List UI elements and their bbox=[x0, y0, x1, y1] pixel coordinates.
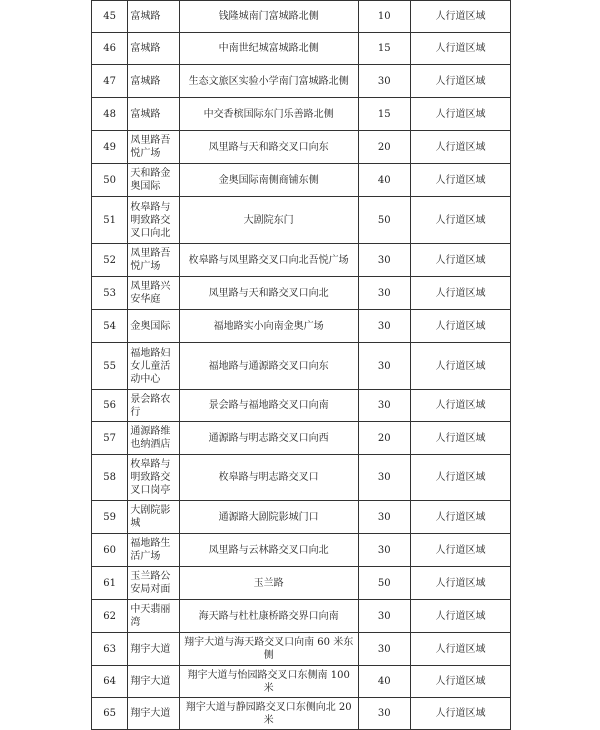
space-count-text: 30 bbox=[377, 708, 391, 719]
location-name-text: 凤里路吾悦广场 bbox=[130, 248, 171, 272]
row-number bbox=[92, 534, 128, 567]
row-number-text: 54 bbox=[103, 320, 117, 332]
parking-table bbox=[91, 0, 511, 730]
space-count-text: 50 bbox=[377, 214, 391, 226]
location-name-text: 枚皋路与明致路交叉口岗亭 bbox=[130, 459, 171, 496]
row-number-text: 55 bbox=[103, 360, 117, 372]
area-type-text: 人行道区域 bbox=[435, 214, 486, 226]
location-name-text: 大剧院影城 bbox=[130, 505, 171, 529]
space-count bbox=[358, 343, 411, 390]
row-number bbox=[92, 164, 128, 197]
position-description bbox=[179, 98, 358, 131]
location-name-text: 翔宇大道 bbox=[130, 708, 171, 719]
location-name-text: 玉兰路公安局对面 bbox=[130, 571, 171, 595]
area-type-text: 人行道区域 bbox=[435, 676, 486, 687]
location-name-text: 中天翡丽湾 bbox=[130, 604, 171, 628]
area-type bbox=[411, 98, 511, 131]
table-row bbox=[92, 666, 511, 698]
location-name bbox=[128, 633, 179, 666]
area-type bbox=[411, 422, 511, 455]
row-number-text: 63 bbox=[103, 643, 117, 655]
position-description-text: 海天路与杜杜康桥路交界口向南 bbox=[198, 610, 339, 622]
location-name bbox=[128, 600, 179, 633]
row-number bbox=[92, 422, 128, 455]
table-row bbox=[92, 310, 511, 343]
area-type-text: 人行道区域 bbox=[435, 11, 486, 22]
area-type bbox=[411, 698, 511, 730]
position-description bbox=[179, 666, 358, 698]
space-count-text: 20 bbox=[377, 141, 391, 153]
position-description bbox=[179, 277, 358, 310]
area-type-text: 人行道区域 bbox=[435, 320, 486, 332]
position-description-text: 钱隆城南门富城路北侧 bbox=[218, 11, 319, 22]
location-name-text: 景会路农行 bbox=[130, 393, 171, 418]
row-number-text: 45 bbox=[103, 11, 117, 22]
position-description-text: 通源路与明志路交叉口向西 bbox=[208, 432, 329, 444]
space-count bbox=[358, 244, 411, 277]
space-count-text: 30 bbox=[377, 254, 391, 266]
row-number-text: 50 bbox=[103, 174, 117, 186]
space-count-text: 40 bbox=[377, 676, 391, 687]
position-description-text: 通源路大剧院影城门口 bbox=[218, 511, 319, 523]
position-description bbox=[179, 197, 358, 244]
space-count-text: 30 bbox=[377, 610, 391, 622]
space-count bbox=[358, 698, 411, 730]
table-row bbox=[92, 277, 511, 310]
location-name bbox=[128, 698, 179, 730]
space-count bbox=[358, 310, 411, 343]
area-type-text: 人行道区域 bbox=[435, 544, 486, 556]
space-count bbox=[358, 197, 411, 244]
location-name-text: 翔宇大道 bbox=[130, 643, 171, 655]
space-count-text: 30 bbox=[377, 287, 391, 299]
position-description bbox=[179, 422, 358, 455]
area-type bbox=[411, 390, 511, 422]
table-row bbox=[92, 98, 511, 131]
area-type bbox=[411, 600, 511, 633]
area-type bbox=[411, 310, 511, 343]
area-type-text: 人行道区域 bbox=[435, 643, 486, 655]
row-number bbox=[92, 131, 128, 164]
position-description-text: 枚皋路与凤里路交叉口向北吾悦广场 bbox=[188, 254, 349, 266]
location-name bbox=[128, 455, 179, 501]
location-name bbox=[128, 277, 179, 310]
table-row bbox=[92, 244, 511, 277]
location-name-text: 福地路生活广场 bbox=[130, 538, 171, 562]
position-description-text: 生态文旅区实验小学南门富城路北侧 bbox=[188, 75, 349, 87]
position-description-text: 枚皋路与明志路交叉口 bbox=[218, 472, 319, 483]
row-number-text: 60 bbox=[103, 544, 117, 556]
area-type-text: 人行道区域 bbox=[435, 610, 486, 622]
space-count-text: 30 bbox=[377, 643, 391, 655]
position-description bbox=[179, 501, 358, 534]
location-name-text: 枚皋路与明致路交叉口向北 bbox=[130, 201, 171, 239]
area-type bbox=[411, 131, 511, 164]
space-count-text: 50 bbox=[377, 577, 391, 589]
area-type bbox=[411, 567, 511, 600]
space-count bbox=[358, 33, 411, 65]
row-number bbox=[92, 310, 128, 343]
area-type bbox=[411, 501, 511, 534]
position-description-text: 中南世纪城富城路北侧 bbox=[218, 43, 319, 54]
table-row bbox=[92, 390, 511, 422]
table-row bbox=[92, 567, 511, 600]
area-type-text: 人行道区域 bbox=[435, 254, 486, 266]
row-number bbox=[92, 197, 128, 244]
position-description bbox=[179, 1, 358, 33]
position-description bbox=[179, 455, 358, 501]
location-name bbox=[128, 666, 179, 698]
space-count-text: 30 bbox=[377, 320, 391, 332]
row-number bbox=[92, 1, 128, 33]
table-row bbox=[92, 164, 511, 197]
area-type-text: 人行道区域 bbox=[435, 174, 486, 186]
location-name bbox=[128, 567, 179, 600]
area-type-text: 人行道区域 bbox=[435, 108, 486, 120]
row-number bbox=[92, 390, 128, 422]
table-row bbox=[92, 343, 511, 390]
position-description bbox=[179, 534, 358, 567]
area-type bbox=[411, 1, 511, 33]
row-number-text: 57 bbox=[103, 432, 117, 444]
table-row bbox=[92, 131, 511, 164]
row-number-text: 59 bbox=[103, 511, 117, 523]
position-description-text: 翔宇大道与海天路交叉口向南 60 米东侧 bbox=[184, 637, 354, 661]
space-count-text: 10 bbox=[377, 11, 391, 22]
space-count-text: 15 bbox=[377, 108, 391, 120]
position-description bbox=[179, 567, 358, 600]
table-row bbox=[92, 33, 511, 65]
position-description bbox=[179, 698, 358, 730]
area-type bbox=[411, 666, 511, 698]
row-number bbox=[92, 277, 128, 310]
space-count-text: 30 bbox=[377, 360, 391, 372]
location-name bbox=[128, 310, 179, 343]
space-count bbox=[358, 164, 411, 197]
row-number-text: 56 bbox=[103, 400, 117, 411]
row-number bbox=[92, 455, 128, 501]
row-number-text: 51 bbox=[103, 214, 117, 226]
area-type bbox=[411, 33, 511, 65]
position-description-text: 翔宇大道与怡园路交叉口东侧南 100 米 bbox=[187, 669, 350, 694]
table-row bbox=[92, 455, 511, 501]
table-row bbox=[92, 422, 511, 455]
table-row bbox=[92, 534, 511, 567]
space-count bbox=[358, 534, 411, 567]
area-type bbox=[411, 277, 511, 310]
table-row bbox=[92, 1, 511, 33]
row-number-text: 47 bbox=[103, 75, 117, 87]
space-count bbox=[358, 600, 411, 633]
space-count bbox=[358, 98, 411, 131]
table-row bbox=[92, 197, 511, 244]
row-number-text: 48 bbox=[103, 108, 117, 120]
space-count bbox=[358, 65, 411, 98]
table-body bbox=[92, 1, 511, 730]
location-name bbox=[128, 131, 179, 164]
position-description bbox=[179, 390, 358, 422]
row-number bbox=[92, 633, 128, 666]
area-type bbox=[411, 65, 511, 98]
position-description bbox=[179, 65, 358, 98]
area-type bbox=[411, 455, 511, 501]
row-number bbox=[92, 33, 128, 65]
position-description bbox=[179, 131, 358, 164]
location-name bbox=[128, 197, 179, 244]
space-count-text: 30 bbox=[377, 511, 391, 523]
area-type-text: 人行道区域 bbox=[435, 141, 486, 153]
row-number bbox=[92, 666, 128, 698]
location-name bbox=[128, 1, 179, 33]
position-description-text: 凤里路与天和路交叉口向北 bbox=[208, 287, 329, 299]
area-type-text: 人行道区域 bbox=[435, 432, 486, 444]
row-number bbox=[92, 600, 128, 633]
position-description bbox=[179, 310, 358, 343]
row-number bbox=[92, 698, 128, 730]
space-count-text: 30 bbox=[377, 75, 391, 87]
row-number-text: 61 bbox=[103, 577, 117, 589]
position-description-text: 玉兰路 bbox=[253, 577, 284, 589]
space-count bbox=[358, 277, 411, 310]
position-description-text: 大剧院东门 bbox=[243, 214, 294, 226]
location-name-text: 富城路 bbox=[130, 11, 161, 22]
area-type bbox=[411, 244, 511, 277]
row-number-text: 58 bbox=[103, 472, 117, 483]
row-number-text: 65 bbox=[103, 708, 117, 719]
space-count-text: 40 bbox=[377, 174, 391, 186]
row-number-text: 53 bbox=[103, 287, 117, 299]
location-name-text: 金奥国际 bbox=[130, 320, 171, 332]
location-name bbox=[128, 390, 179, 422]
location-name-text: 凤里路吾悦广场 bbox=[130, 135, 171, 159]
position-description-text: 凤里路与天和路交叉口向东 bbox=[208, 141, 329, 153]
location-name bbox=[128, 343, 179, 390]
position-description bbox=[179, 600, 358, 633]
space-count bbox=[358, 666, 411, 698]
space-count-text: 15 bbox=[377, 43, 391, 54]
row-number-text: 52 bbox=[103, 254, 117, 266]
space-count-text: 30 bbox=[377, 400, 391, 411]
row-number bbox=[92, 501, 128, 534]
position-description bbox=[179, 244, 358, 277]
space-count-text: 30 bbox=[377, 472, 391, 483]
position-description-text: 凤里路与云林路交叉口向北 bbox=[208, 544, 329, 556]
row-number-text: 46 bbox=[103, 43, 117, 54]
row-number bbox=[92, 343, 128, 390]
area-type bbox=[411, 164, 511, 197]
position-description-text: 中交香槟国际东门乐善路北侧 bbox=[203, 108, 334, 120]
location-name-text: 通源路维也纳酒店 bbox=[130, 426, 171, 450]
position-description bbox=[179, 343, 358, 390]
space-count bbox=[358, 422, 411, 455]
area-type-text: 人行道区域 bbox=[435, 287, 486, 299]
position-description bbox=[179, 633, 358, 666]
table-row bbox=[92, 65, 511, 98]
row-number bbox=[92, 567, 128, 600]
row-number-text: 64 bbox=[103, 676, 117, 687]
space-count bbox=[358, 633, 411, 666]
space-count bbox=[358, 390, 411, 422]
location-name-text: 富城路 bbox=[130, 108, 161, 120]
area-type-text: 人行道区域 bbox=[435, 708, 486, 719]
location-name-text: 翔宇大道 bbox=[130, 676, 171, 687]
area-type bbox=[411, 343, 511, 390]
area-type-text: 人行道区域 bbox=[435, 400, 486, 411]
space-count bbox=[358, 131, 411, 164]
space-count bbox=[358, 501, 411, 534]
location-name bbox=[128, 534, 179, 567]
location-name bbox=[128, 65, 179, 98]
area-type-text: 人行道区域 bbox=[435, 43, 486, 54]
position-description-text: 景会路与福地路交叉口向南 bbox=[208, 400, 329, 411]
position-description-text: 福地路与通源路交叉口向东 bbox=[208, 360, 329, 372]
space-count bbox=[358, 567, 411, 600]
location-name bbox=[128, 422, 179, 455]
row-number-text: 62 bbox=[103, 610, 117, 622]
area-type bbox=[411, 534, 511, 567]
row-number-text: 49 bbox=[103, 141, 117, 153]
space-count bbox=[358, 455, 411, 501]
area-type-text: 人行道区域 bbox=[435, 511, 486, 523]
area-type-text: 人行道区域 bbox=[435, 472, 486, 483]
area-type-text: 人行道区域 bbox=[435, 360, 486, 372]
position-description-text: 翔宇大道与静园路交叉口东侧向北 20 米 bbox=[185, 701, 352, 726]
table-row bbox=[92, 633, 511, 666]
position-description bbox=[179, 164, 358, 197]
location-name bbox=[128, 33, 179, 65]
location-name-text: 凤里路兴安华庭 bbox=[130, 281, 171, 305]
location-name-text: 富城路 bbox=[130, 43, 161, 54]
space-count bbox=[358, 1, 411, 33]
table-row bbox=[92, 501, 511, 534]
space-count-text: 30 bbox=[377, 544, 391, 556]
space-count-text: 20 bbox=[377, 432, 391, 444]
location-name-text: 富城路 bbox=[130, 75, 161, 87]
area-type-text: 人行道区域 bbox=[435, 75, 486, 87]
location-name bbox=[128, 164, 179, 197]
area-type bbox=[411, 633, 511, 666]
row-number bbox=[92, 98, 128, 131]
position-description-text: 福地路实小向南金奥广场 bbox=[213, 320, 324, 332]
location-name bbox=[128, 98, 179, 131]
location-name bbox=[128, 501, 179, 534]
table-row bbox=[92, 698, 511, 730]
row-number bbox=[92, 65, 128, 98]
row-number bbox=[92, 244, 128, 277]
position-description bbox=[179, 33, 358, 65]
location-name bbox=[128, 244, 179, 277]
area-type bbox=[411, 197, 511, 244]
position-description-text: 金奥国际南侧商铺东侧 bbox=[218, 174, 319, 186]
table-row bbox=[92, 600, 511, 633]
area-type-text: 人行道区域 bbox=[435, 577, 486, 589]
location-name-text: 福地路妇女儿童活动中心 bbox=[130, 347, 171, 385]
location-name-text: 天和路金奥国际 bbox=[130, 168, 171, 192]
